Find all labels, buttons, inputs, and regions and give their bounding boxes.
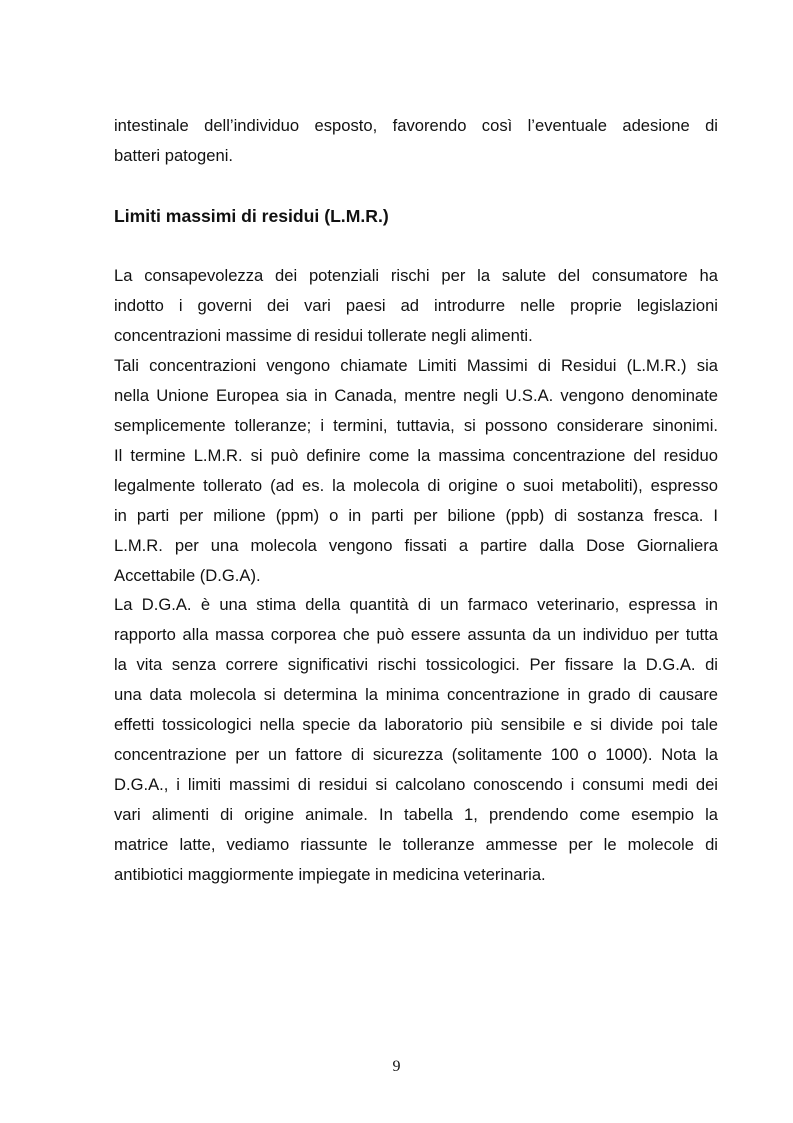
body-line: rapporto alla massa corporea che può essere assunta da un individuo per tutta — [114, 625, 718, 644]
body-line: legalmente tollerato (ad es. la molecola di origine o suoi metaboliti), espresso — [114, 476, 718, 495]
body-line: nella Unione Europea sia in Canada, mentre negli U.S.A. vengono denominate — [114, 386, 718, 405]
body-line: vari alimenti di origine animale. In tabella 1, prendendo come esempio la — [114, 805, 718, 824]
body-line: la vita senza correre significativi rischi tossicologici. Per fissare la D.G.A. di — [114, 655, 718, 674]
page-number: 9 — [392, 1058, 401, 1075]
body-line: Accettabile (D.G.A). — [114, 566, 261, 585]
body-line: indotto i governi dei vari paesi ad introdurre nelle proprie legislazioni — [114, 296, 718, 315]
body-line: La consapevolezza dei potenziali rischi per la salute del consumatore ha — [114, 266, 718, 285]
body-line: La D.G.A. è una stima della quantità di un farmaco veterinario, espressa in — [114, 595, 718, 614]
body-line: effetti tossicologici nella specie da laboratorio più sensibile e si divide poi tale — [114, 715, 718, 734]
body-line: Tali concentrazioni vengono chiamate Limiti Massimi di Residui (L.M.R.) sia — [114, 356, 718, 375]
intro-line-1: intestinale dell’individuo esposto, favorendo così l’eventuale adesione di — [114, 116, 718, 135]
body-line: L.M.R. per una molecola vengono fissati a partire dalla Dose Giornaliera — [114, 536, 718, 555]
intro-line-2: batteri patogeni. — [114, 146, 234, 165]
body-line: Il termine L.M.R. si può definire come la massima concentrazione del residuo — [114, 446, 718, 465]
body-line: concentrazione per un fattore di sicurezza (solitamente 100 o 1000). Nota la — [114, 745, 718, 764]
section-heading: Limiti massimi di residui (L.M.R.) — [114, 206, 389, 226]
body-line: matrice latte, vediamo riassunte le tolleranze ammesse per le molecole di — [114, 835, 718, 854]
body-line: D.G.A., i limiti massimi di residui si calcolano conoscendo i consumi medi dei — [114, 775, 718, 794]
body-line: antibiotici maggiormente impiegate in medicina veterinaria. — [114, 865, 546, 884]
body-line: in parti per milione (ppm) o in parti per bilione (ppb) di sostanza fresca. I — [114, 506, 718, 525]
body-line: una data molecola si determina la minima concentrazione in grado di causare — [114, 685, 718, 704]
body-line: concentrazioni massime di residui tollerate negli alimenti. — [114, 326, 533, 345]
body-line: semplicemente tolleranze; i termini, tuttavia, si possono considerare sinonimi. — [114, 416, 718, 435]
